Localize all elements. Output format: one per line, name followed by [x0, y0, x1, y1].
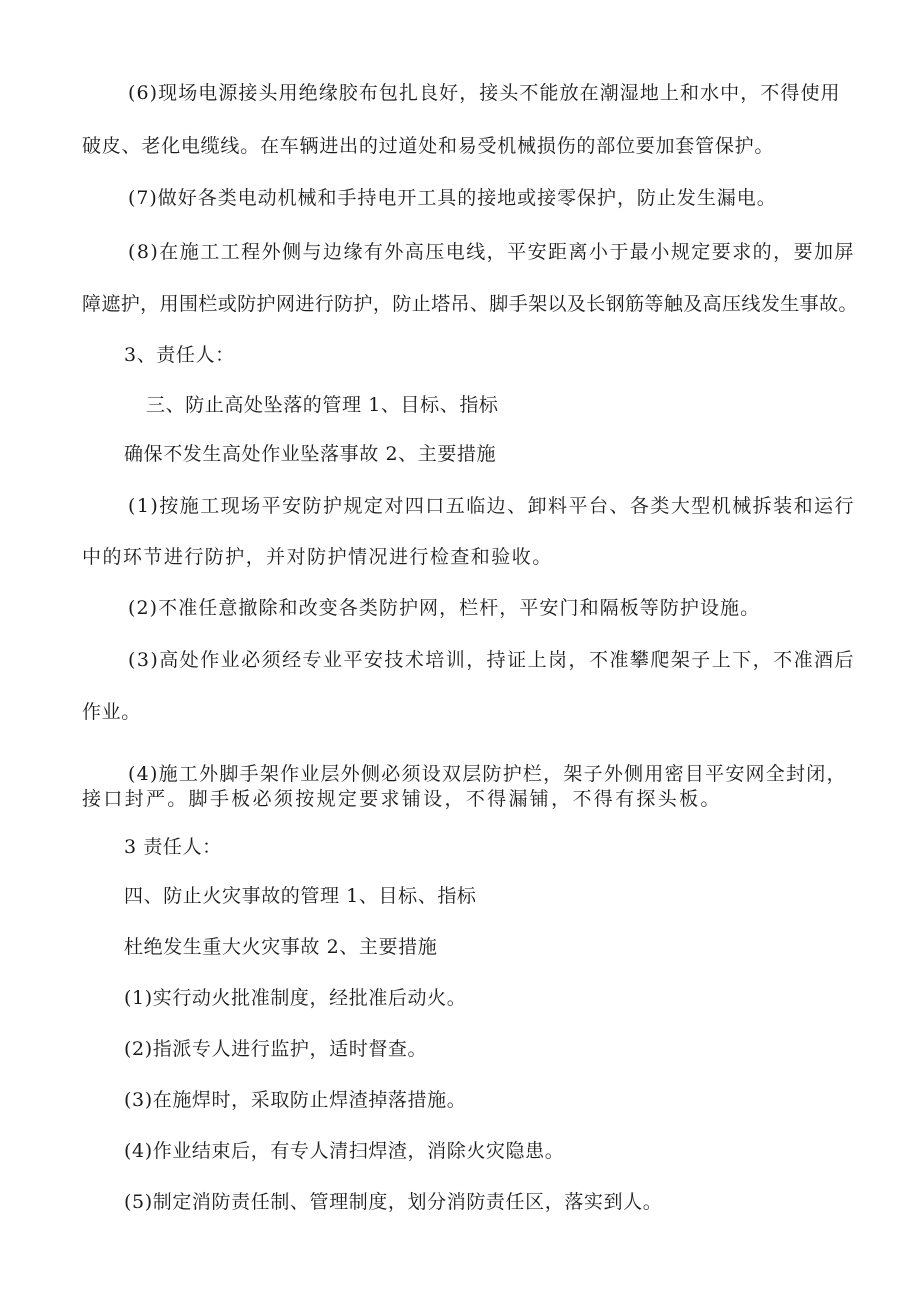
text-line: 破皮、老化电缆线。在车辆进出的过道处和易受机械损伤的部位要加套管保护。 [82, 135, 775, 157]
text-line: (3)高处作业必须经专业平安技术培训，持证上岗，不准攀爬架子上下，不准酒后 [128, 649, 855, 671]
section-heading: 三、防止高处坠落的管理 1、目标、指标 [146, 394, 499, 416]
text-line: (8)在施工工程外侧与边缘有外高压电线，平安距离小于最小规定要求的，要加屏 [128, 241, 855, 263]
text-line: (1)实行动火批准制度，经批准后动火。 [124, 987, 467, 1009]
text-line: (3)在施焊时，采取防止焊渣掉落措施。 [124, 1089, 467, 1111]
text-line: 确保不发生高处作业坠落事故 2、主要措施 [124, 443, 497, 465]
text-line: (4)作业结束后，有专人清扫焊渣，消除火灾隐患。 [124, 1140, 565, 1162]
text-line: 障遮护，用围栏或防护网进行防护，防止塔吊、脚手架以及长钢筋等触及高压线发生事故。 [82, 293, 858, 315]
text-line: 杜绝发生重大火灾事故 2、主要措施 [124, 936, 438, 958]
text-line: 3、责任人： [124, 344, 235, 366]
text-line: 作业。 [82, 701, 141, 723]
text-line: (2)不准任意撤除和改变各类防护网，栏杆，平安门和隔板等防护设施。 [128, 597, 761, 619]
text-line: (1)按施工现场平安防护规定对四口五临边、卸料平台、各类大型机械拆装和运行 [128, 495, 855, 517]
text-line: (5)制定消防责任制、管理制度，划分消防责任区，落实到人。 [124, 1191, 663, 1213]
text-line: 中的环节进行防护，并对防护情况进行检查和验收。 [82, 546, 553, 568]
text-line: (7)做好各类电动机械和手持电开工具的接地或接零保护，防止发生漏电。 [128, 187, 777, 209]
text-line: (4)施工外脚手架作业层外侧必须设双层防护栏，架子外侧用密目平安网全封闭， [128, 763, 847, 785]
section-heading: 四、防止火灾事故的管理 1、目标、指标 [124, 885, 477, 907]
text-line: 接口封严。脚手板必须按规定要求铺设，不得漏铺，不得有探头板。 [82, 788, 722, 810]
text-line: (2)指派专人进行监护，适时督查。 [124, 1038, 428, 1060]
text-line: 3 责任人： [124, 836, 222, 858]
text-line: (6)现场电源接头用绝缘胶布包扎良好，接头不能放在潮湿地上和水中，不得使用 [128, 82, 841, 104]
